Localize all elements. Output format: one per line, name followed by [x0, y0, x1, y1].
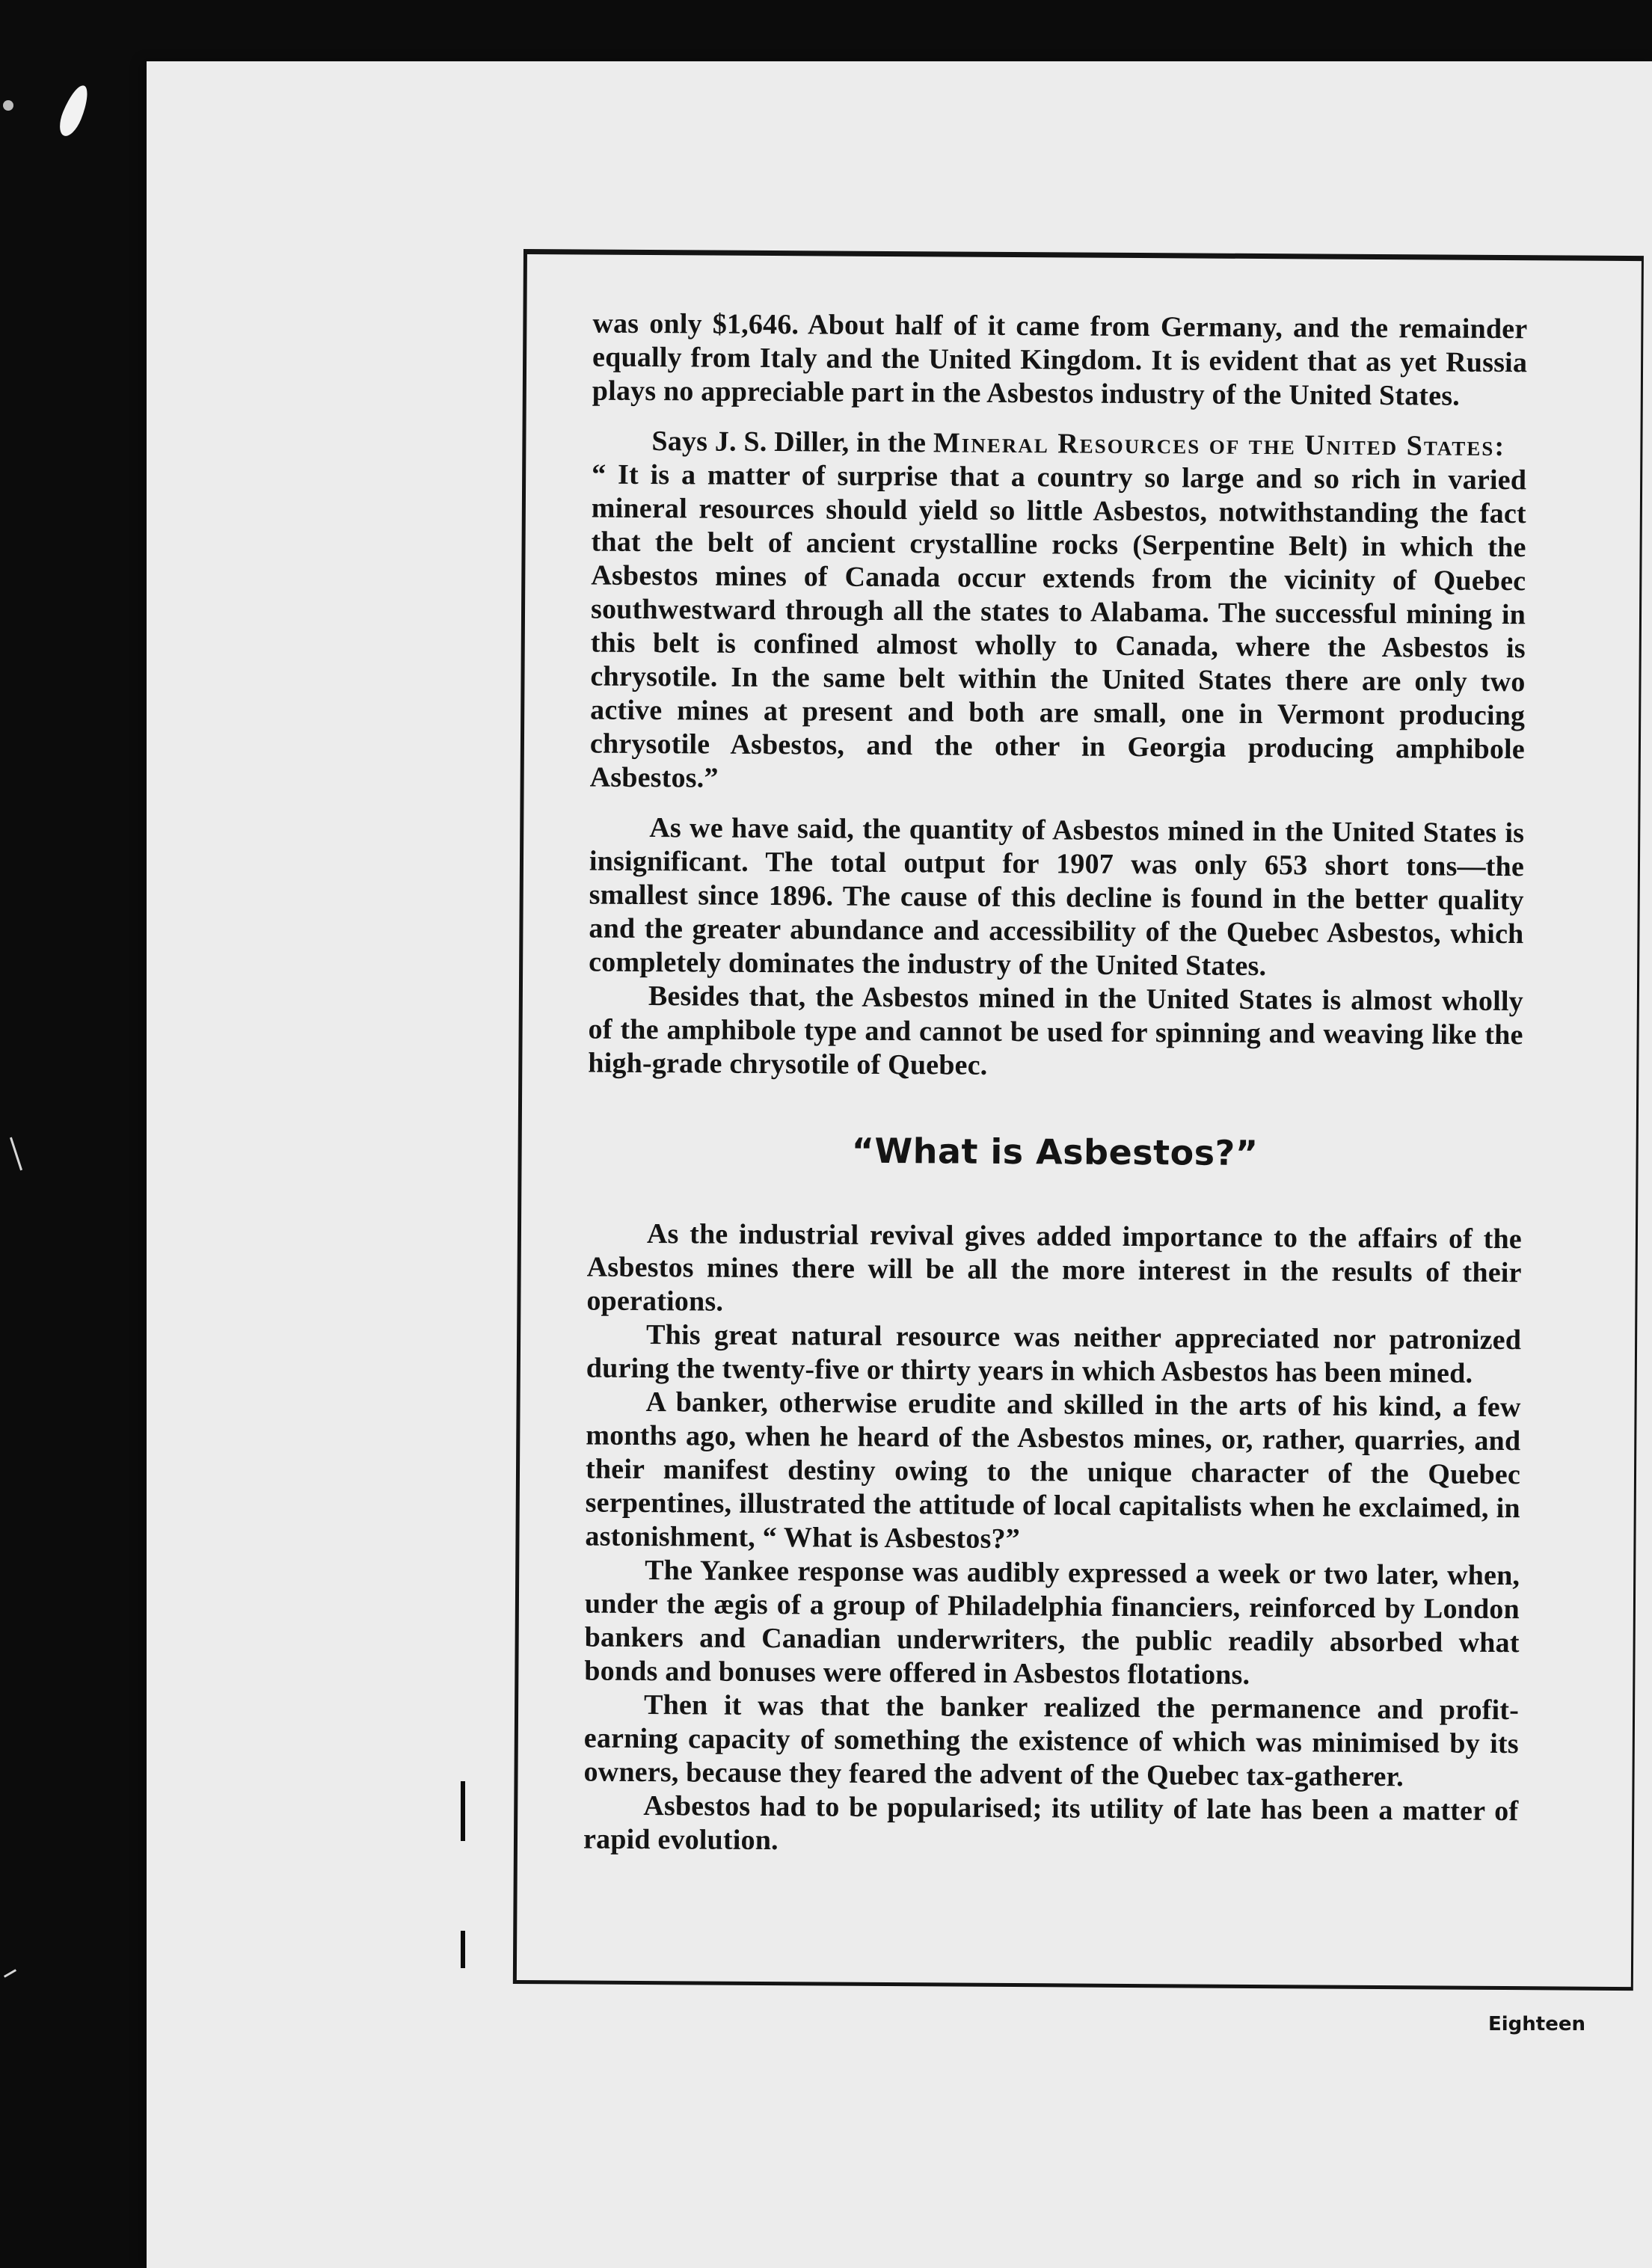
paragraph: A banker, otherwise erudite and skilled in the arts of his kind, a few months ago, when he heard of the Asbestos mines, or, rather, quarries, and their manifest destiny owing to the unique character of the Quebec serpentines, illustrated the attitude of local capitalists when he exclaimed, in astonishment, “ What is Asbestos?”: [585, 1386, 1521, 1555]
page-number: Eighteen: [1488, 2013, 1585, 2035]
citation-line: [592, 425, 1526, 464]
article-body: [583, 307, 1528, 1863]
paragraph: Then it was that the banker realized the permanence and profit-earning capacity of something the existence of which was minimised by its owners, because they feared the advent of the Quebec tax-gatherer.: [583, 1689, 1520, 1793]
citation-trail: :: [1494, 430, 1505, 463]
paragraph: The Yankee response was audibly expressed a week or two later, when, under the ægis of a group of Philadelphia financiers, reinforced by London bankers and Canadian underwriters, the public readily absorbed what bonds and bonuses were offered in Asbestos flotations.: [584, 1555, 1520, 1691]
scan-artifact-edge: [10, 1137, 22, 1171]
scan-artifact-blob: [55, 82, 93, 139]
section-heading: “What is Asbestos?”: [851, 1130, 1259, 1174]
binding-mark: [461, 1931, 465, 1968]
paragraph: As the industrial revival gives added importance to the affairs of the Asbestos mines there will be all the more interest in the results of their operations.: [586, 1218, 1523, 1318]
scan-artifact-dot: [3, 100, 13, 111]
paragraph: This great natural resource was neither appreciated nor patronized during the twenty-five or thirty years in which Asbestos has been mined.: [586, 1319, 1522, 1389]
paragraph: was only $1,646. About half of it came from Germany, and the remainder equally from Italy and the United Kingdom. It is evident that as yet Russia plays no appreciable part in the Asbestos industry of the United States.: [592, 307, 1528, 412]
paragraph: As we have said, the quantity of Asbestos mined in the United States is insignificant. The total output for 1907 was only 653 short tons—the smallest since 1896. The cause of this decline is found in the better quality and the greater abundance and accessibility of the Quebec Asbestos, which completely dominates the industry of the United States.: [589, 812, 1525, 983]
paragraph: Asbestos had to be popularised; its utility of late has been a matter of rapid evolution.: [583, 1790, 1519, 1857]
binding-mark: [461, 1781, 465, 1841]
quotation: “ It is a matter of surprise that a country so large and so rich in varied mineral resources should yield so little Asbestos, notwithstanding the fact that the belt of ancient crystalline rocks (Serpentine Belt) in which the Asbestos mines of Canada occur extends from the vicinity of Quebec southwestward through all the states to Alabama. The successful mining in this belt is confined almost wholly to Canada, where the Asbestos is chrysotile. In the same belt within the United States there are only two active mines at present and both are small, one in Vermont producing chrysotile Asbestos, and the other in Georgia producing amphibole Asbestos.”: [589, 458, 1527, 794]
scan-artifact-edge: [4, 1969, 16, 1978]
citation-lead: Says J. S. Diller, in the: [651, 425, 934, 459]
text-frame: [513, 249, 1644, 1991]
citation-source: Mineral Resources of the United States: [933, 427, 1495, 462]
paragraph: Besides that, the Asbestos mined in the United States is almost wholly of the amphibole type and cannot be used for spinning and weaving like the high-grade chrysotile of Quebec.: [588, 980, 1524, 1081]
